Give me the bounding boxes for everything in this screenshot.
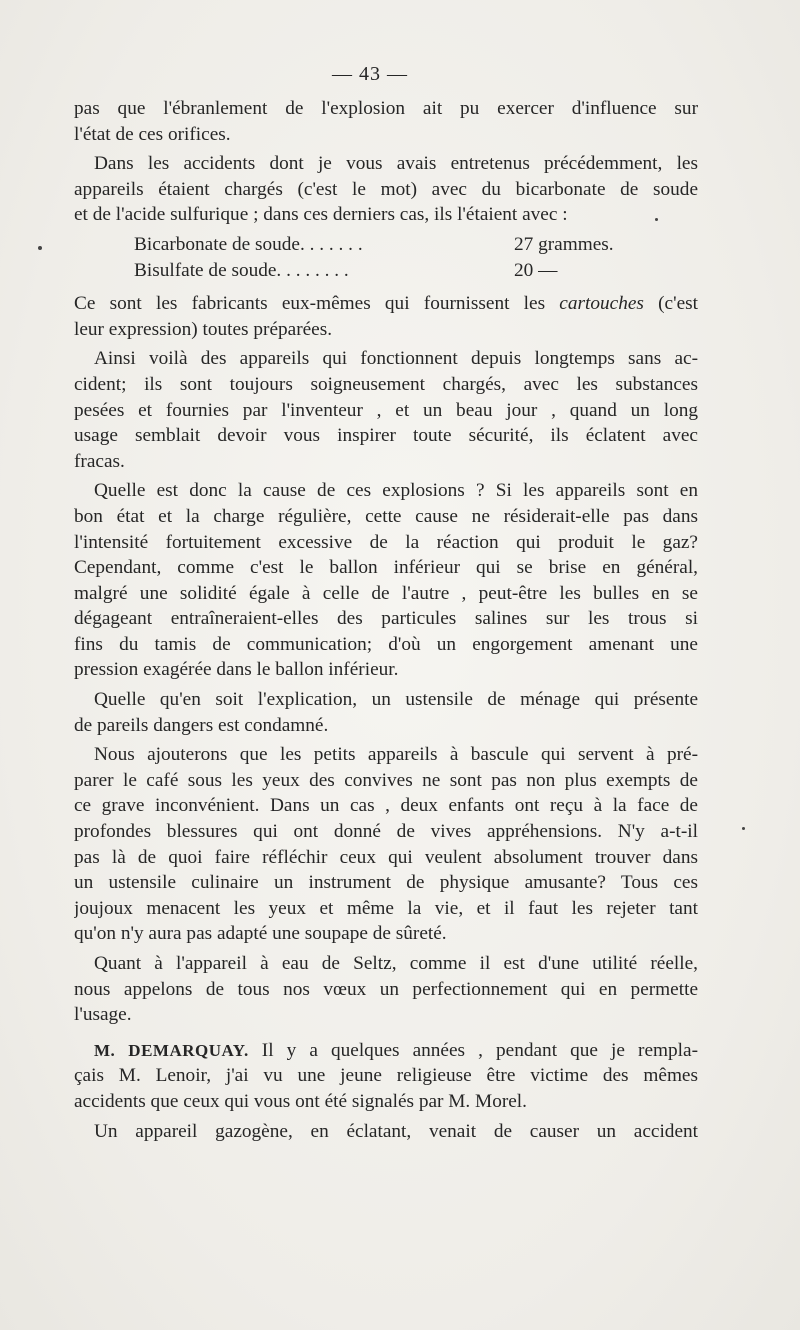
text-line: nous appelons de tous nos vœux un perfectionnement qui en permette xyxy=(74,978,698,1000)
text-line: fracas. xyxy=(74,450,125,472)
text-line: qu'on n'y aura pas adapté une soupape de sûreté. xyxy=(74,923,447,945)
text-line: parer le café sous les yeux des convives ne sont pas non plus exempts de xyxy=(74,769,698,791)
text-line: Quelle qu'en soit l'explication, un ustensile de ménage qui présente xyxy=(94,689,698,711)
text-line: Quelle est donc la cause de ces explosions ? Si les appareils sont en xyxy=(94,480,698,502)
italic-term: cartouches xyxy=(559,293,644,315)
speaker-name: M. DEMARQUAY. xyxy=(94,1040,249,1060)
text-line: bon état et la charge régulière, cette cause ne résiderait-elle pas dans xyxy=(74,505,698,527)
text-line: çais M. Lenoir, j'ai vu une jeune religieuse être victime des mêmes xyxy=(74,1065,698,1087)
text-line: joujoux menacent les yeux et même la vie, et il faut les rejeter tant xyxy=(74,897,698,919)
margin-speck xyxy=(742,827,745,830)
text-line: pression exagérée dans le ballon inférieur. xyxy=(74,659,399,681)
text-line: et de l'acide sulfurique ; dans ces derniers cas, ils l'étaient avec : xyxy=(74,204,568,226)
margin-speck xyxy=(655,218,658,221)
text-line: cident; ils sont toujours soigneusement chargés, avec les substances xyxy=(74,373,698,395)
substance-quantity: 20 — xyxy=(514,259,558,281)
text-line: pas que l'ébranlement de l'explosion ait pu exercer d'influence sur xyxy=(74,98,698,119)
text-line: l'état de ces orifices. xyxy=(74,123,231,145)
text-line: pas là de quoi faire réfléchir ceux qui veulent absolument trouver dans xyxy=(74,846,698,868)
text-line: Ainsi voilà des appareils qui fonctionnent depuis longtemps sans ac- xyxy=(94,348,698,370)
text-line: dégageant entraîneraient-elles des particules salines sur les trous si xyxy=(74,608,698,630)
substance-name: Bicarbonate de soude. . . . . . . xyxy=(134,233,363,255)
text-line: Cependant, comme c'est le ballon inférieur qui se brise en général, xyxy=(74,557,698,579)
text-line: Ce sont les fabricants eux-mêmes qui fournissent les cartouches (c'est xyxy=(74,293,698,315)
text-line: Nous ajouterons que les petits appareils à bascule qui servent à pré- xyxy=(94,744,698,766)
margin-speck xyxy=(38,246,42,250)
text-line: profondes blessures qui ont donné de vives appréhensions. N'y a-t-il xyxy=(74,821,698,843)
text-line: de pareils dangers est condamné. xyxy=(74,714,329,736)
text-line: un ustensile culinaire un instrument de physique amusante? Tous ces xyxy=(74,872,698,894)
text-line xyxy=(74,1038,698,1064)
text-line: appareils étaient chargés (c'est le mot) avec du bicarbonate de soude xyxy=(74,178,698,200)
text-line: Quant à l'appareil à eau de Seltz, comme il est d'une utilité réelle, xyxy=(94,953,698,974)
substance-quantity: 27 grammes. xyxy=(514,233,614,255)
text-line: Un appareil gazogène, en éclatant, venait de causer un accident xyxy=(94,1120,698,1142)
text-line: l'intensité fortuitement excessive de la réaction qui produit le gaz? xyxy=(74,531,698,553)
text-line: pesées et fournies par l'inventeur , et un beau jour , quand un long xyxy=(74,399,698,421)
text-line: usage semblait devoir vous inspirer toute sécurité, ils éclatent avec xyxy=(74,425,698,447)
text-line: ce grave inconvénient. Dans un cas , deux enfants ont reçu à la face de xyxy=(74,795,698,817)
text-line: Dans les accidents dont je vous avais entretenus précédemment, les xyxy=(94,153,698,175)
speaker-text: Il y a quelques années , pendant que je rempla- xyxy=(261,1039,698,1061)
substance-name: Bisulfate de soude. . . . . . . . xyxy=(134,259,349,281)
substance-row xyxy=(74,258,698,284)
text-line: accidents que ceux qui vous ont été signalés par M. Morel. xyxy=(74,1090,527,1112)
substance-row xyxy=(74,232,698,258)
text-line: malgré une solidité égale à celle de l'autre , peut-être les bulles en se xyxy=(74,582,698,604)
text-line: fins du tamis de communication; d'où un engorgement amenant une xyxy=(74,633,698,655)
text-line: l'usage. xyxy=(74,1004,132,1026)
text-line: leur expression) toutes préparées. xyxy=(74,318,333,340)
page-number: — 43 — xyxy=(332,63,408,85)
body-text xyxy=(74,96,698,1144)
